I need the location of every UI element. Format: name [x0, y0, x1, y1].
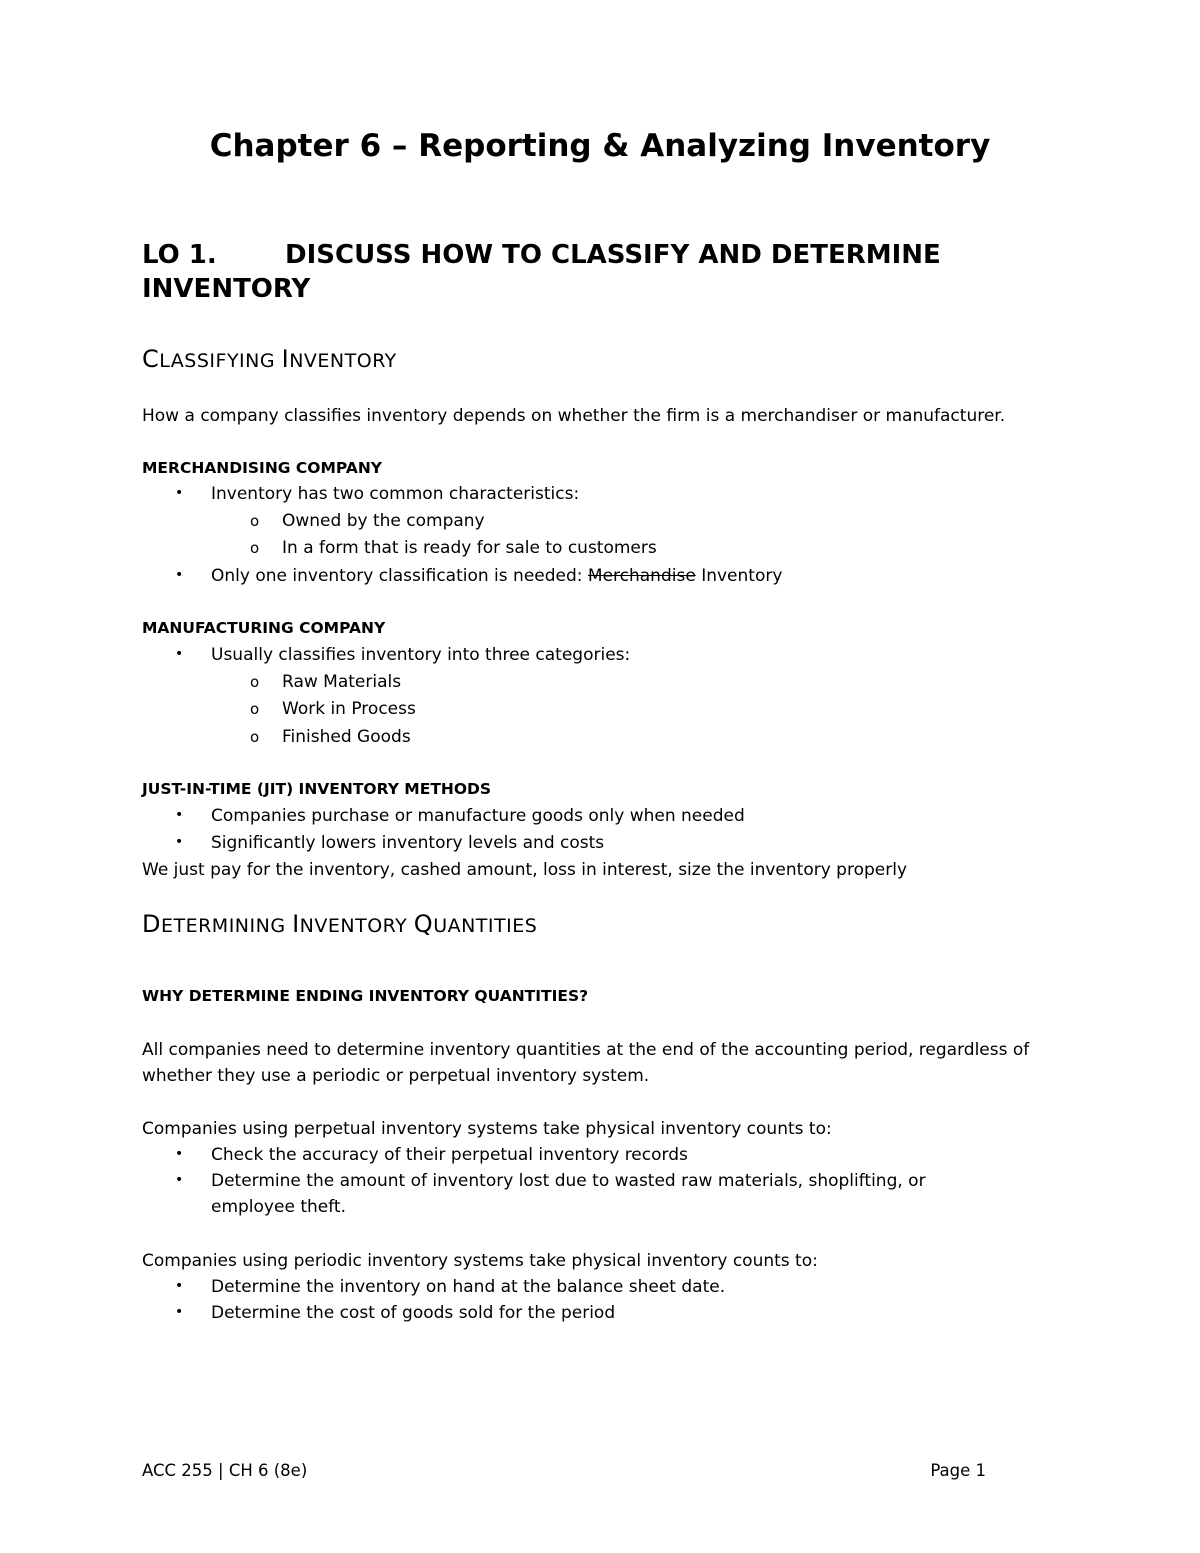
perpetual-intro: Companies using perpetual inventory systems take physical inventory counts to:: [142, 1119, 832, 1139]
chapter-title: Chapter 6 – Reporting & Analyzing Inventory: [209, 128, 991, 164]
determining-quantities-heading: [142, 910, 537, 938]
bullet-icon: •: [175, 834, 184, 850]
merch-bullet-2-prefix: Only one inventory classification is needed:: [211, 566, 588, 586]
merch-bullet-1: Inventory has two common characteristics:: [211, 484, 580, 504]
heading-initial: C: [142, 345, 160, 373]
merch-bullet-2-suffix: Inventory: [695, 566, 783, 586]
heading-initial: Q: [413, 910, 434, 938]
heading-rest: LASSIFYING: [159, 350, 282, 372]
bullet-icon: •: [175, 567, 184, 583]
paragraph-line: whether they use a periodic or perpetual inventory system.: [142, 1066, 650, 1086]
sub-bullet-icon: o: [250, 539, 260, 557]
sub-bullet-icon: o: [250, 728, 260, 746]
periodic-bullet-1: Determine the inventory on hand at the balance sheet date.: [211, 1277, 726, 1297]
bullet-icon: •: [175, 1304, 184, 1320]
footer-page-number: Page 1: [930, 1461, 986, 1480]
sub-bullet-icon: o: [250, 512, 260, 530]
heading-rest: NVENTORY: [289, 350, 397, 372]
heading-initial: I: [292, 910, 300, 938]
heading-initial: D: [142, 910, 161, 938]
lo-text: DISCUSS HOW TO CLASSIFY AND DETERMINE INVENTORY: [142, 240, 941, 304]
bullet-icon: •: [175, 485, 184, 501]
bullet-icon: •: [175, 807, 184, 823]
manuf-sub-2: Work in Process: [282, 699, 416, 719]
bullet-icon: •: [175, 1146, 184, 1162]
lo-number: LO 1.: [142, 240, 217, 270]
heading-rest: ETERMINING: [160, 915, 293, 937]
merch-bullet-2: [211, 566, 782, 586]
bullet-icon: •: [175, 646, 184, 662]
merchandising-label: MERCHANDISING COMPANY: [142, 459, 383, 477]
manuf-sub-3: Finished Goods: [282, 727, 411, 747]
manufacturing-label: MANUFACTURING COMPANY: [142, 619, 386, 637]
bullet-icon: •: [175, 1278, 184, 1294]
struck-word: Merchandise: [587, 566, 696, 586]
perpetual-bullet-1: Check the accuracy of their perpetual inventory records: [211, 1145, 688, 1165]
periodic-bullet-2: Determine the cost of goods sold for the period: [211, 1303, 616, 1323]
merch-sub-1: Owned by the company: [282, 511, 485, 531]
jit-bullet-1: Companies purchase or manufacture goods only when needed: [211, 806, 745, 826]
sub-bullet-icon: o: [250, 673, 260, 691]
jit-label: JUST-IN-TIME (JIT) INVENTORY METHODS: [142, 780, 492, 798]
paragraph-line: All companies need to determine inventory quantities at the end of the accounting period, regardless of: [142, 1040, 1030, 1060]
perpetual-bullet-2-line-2: employee theft.: [211, 1197, 346, 1217]
jit-note: We just pay for the inventory, cashed amount, loss in interest, size the inventory properly: [142, 860, 907, 880]
classifying-intro: How a company classifies inventory depends on whether the firm is a merchandiser or manufacturer.: [142, 406, 1006, 426]
bullet-icon: •: [175, 1172, 184, 1188]
manuf-sub-1: Raw Materials: [282, 672, 402, 692]
jit-bullet-2: Significantly lowers inventory levels and costs: [211, 833, 605, 853]
sub-bullet-icon: o: [250, 700, 260, 718]
merch-sub-2: In a form that is ready for sale to customers: [282, 538, 657, 558]
why-determine-label: WHY DETERMINE ENDING INVENTORY QUANTITIES?: [142, 987, 589, 1005]
manuf-bullet-1: Usually classifies inventory into three categories:: [211, 645, 631, 665]
heading-rest: UANTITIES: [433, 915, 538, 937]
footer-course-label: ACC 255 | CH 6 (8e): [142, 1461, 308, 1480]
heading-rest: NVENTORY: [299, 915, 414, 937]
periodic-intro: Companies using periodic inventory systems take physical inventory counts to:: [142, 1251, 818, 1271]
learning-objective-heading: [142, 238, 1042, 306]
heading-initial: I: [281, 345, 290, 373]
classifying-inventory-heading: [142, 345, 397, 373]
perpetual-bullet-2-line-1: Determine the amount of inventory lost due to wasted raw materials, shoplifting, or: [211, 1171, 926, 1191]
